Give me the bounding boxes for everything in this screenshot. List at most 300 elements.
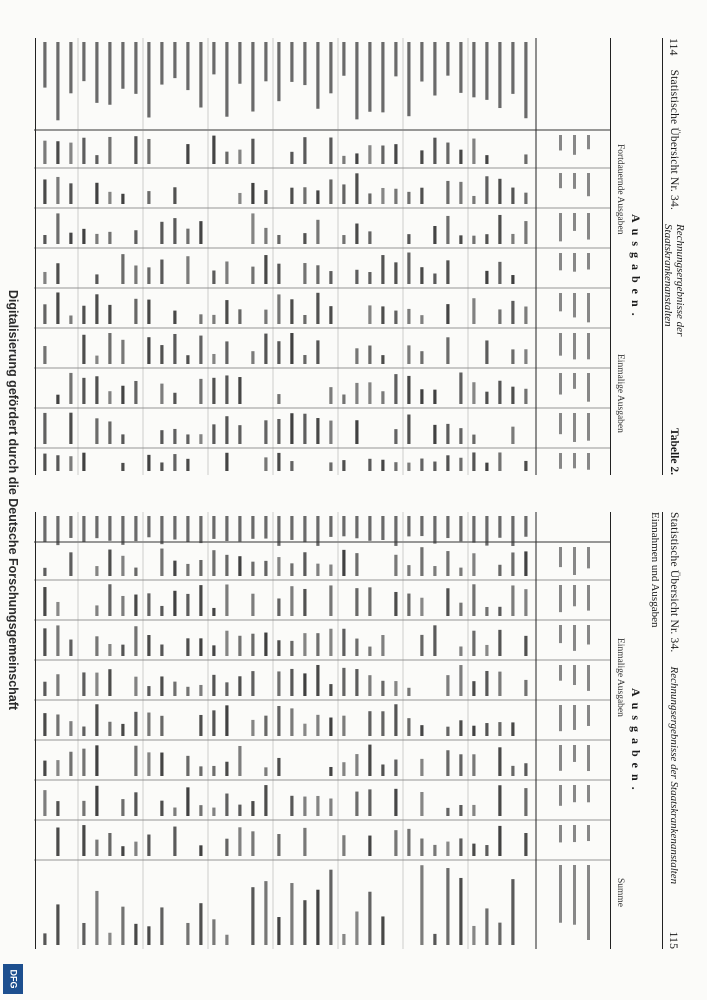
column-header-mark — [559, 547, 562, 567]
figure-mark — [420, 598, 423, 616]
figure-mark — [264, 334, 267, 364]
row-label-mark — [407, 516, 410, 536]
figure-mark — [459, 458, 462, 471]
figure-mark — [160, 549, 163, 576]
figure-mark — [290, 152, 293, 164]
figure-mark — [147, 752, 150, 776]
row-label-mark — [199, 516, 202, 543]
row-label-mark — [329, 42, 332, 93]
figure-mark — [329, 179, 332, 204]
figure-mark — [420, 459, 423, 471]
column-header-mark — [559, 333, 562, 356]
figure-mark — [108, 305, 111, 324]
figure-mark — [303, 589, 306, 616]
figure-mark — [329, 421, 332, 444]
figure-mark — [446, 727, 449, 736]
column-header-mark — [573, 665, 576, 685]
row-label-mark — [355, 42, 358, 119]
figure-mark — [485, 155, 488, 164]
figure-mark — [173, 682, 176, 696]
figure-mark — [459, 603, 462, 616]
column-header-mark — [559, 585, 562, 612]
figure-mark — [277, 917, 280, 945]
figure-mark — [381, 306, 384, 324]
page-number: 114 — [667, 38, 682, 56]
row-label-mark — [433, 516, 436, 544]
row-label-mark — [238, 516, 241, 541]
figure-mark — [407, 414, 410, 444]
figure-mark — [173, 454, 176, 471]
row-label-mark — [108, 42, 111, 105]
figure-mark — [459, 838, 462, 856]
figure-mark — [121, 596, 124, 616]
figure-mark — [277, 264, 280, 284]
figure-mark — [56, 395, 59, 404]
column-header-mark — [587, 547, 590, 568]
figure-mark — [160, 645, 163, 656]
figure-mark — [420, 792, 423, 816]
figure-mark — [212, 424, 215, 444]
figure-mark — [277, 235, 280, 244]
figure-mark — [394, 311, 397, 324]
figure-mark — [147, 635, 150, 656]
row-label-mark — [147, 516, 150, 537]
row-label-mark — [69, 42, 72, 93]
column-header-mark — [573, 585, 576, 606]
figure-mark — [108, 192, 111, 204]
figure-mark — [342, 668, 345, 696]
figure-mark — [121, 846, 124, 856]
figure-mark — [472, 726, 475, 736]
figure-mark — [134, 230, 137, 244]
figure-mark — [472, 382, 475, 404]
column-header-mark — [587, 333, 590, 359]
figure-mark — [95, 636, 98, 656]
figure-mark — [303, 900, 306, 945]
figure-mark — [56, 904, 59, 945]
figure-mark — [238, 827, 241, 856]
figure-mark — [446, 868, 449, 945]
row-label-mark — [290, 516, 293, 540]
figure-mark — [485, 723, 488, 736]
figure-mark — [498, 607, 501, 616]
figure-mark — [212, 378, 215, 404]
figure-mark — [485, 671, 488, 696]
figure-mark — [212, 136, 215, 164]
figure-mark — [212, 354, 215, 364]
row-label-mark — [524, 516, 527, 537]
column-group-heading: Einmalige Ausgaben — [615, 638, 625, 717]
row-label-mark — [277, 42, 280, 101]
column-header-mark — [573, 547, 576, 575]
figure-mark — [368, 647, 371, 656]
figure-mark — [134, 712, 137, 736]
figure-mark — [394, 760, 397, 776]
column-header-mark — [587, 293, 590, 322]
figure-mark — [342, 460, 345, 471]
figure-mark — [82, 138, 85, 164]
figure-mark — [121, 556, 124, 576]
figure-mark — [303, 315, 306, 324]
figure-mark — [160, 430, 163, 444]
figure-mark — [485, 392, 488, 404]
figure-mark — [277, 419, 280, 444]
figure-mark — [381, 188, 384, 204]
figure-mark — [459, 805, 462, 816]
figure-mark — [199, 685, 202, 696]
row-label-mark — [212, 516, 215, 539]
figure-mark — [56, 827, 59, 856]
figure-mark — [368, 231, 371, 244]
figure-mark — [472, 584, 475, 616]
figure-mark — [420, 389, 423, 404]
figure-mark — [498, 179, 501, 204]
figure-mark — [485, 234, 488, 244]
figure-mark — [420, 865, 423, 945]
figure-mark — [199, 845, 202, 856]
figure-mark — [498, 565, 501, 576]
figure-mark — [368, 346, 371, 364]
figure-mark — [134, 677, 137, 696]
page-number: 115 — [667, 931, 682, 949]
figure-mark — [329, 565, 332, 576]
figure-mark — [95, 274, 98, 284]
figure-mark — [498, 309, 501, 324]
figure-mark — [43, 454, 46, 471]
figure-mark — [69, 456, 72, 471]
figure-mark — [251, 213, 254, 244]
figure-mark — [160, 676, 163, 696]
figure-mark — [95, 673, 98, 696]
figure-mark — [290, 708, 293, 736]
figure-mark — [368, 272, 371, 284]
figure-mark — [225, 341, 228, 364]
figure-mark — [459, 568, 462, 576]
figure-mark — [472, 435, 475, 444]
figure-mark — [238, 425, 241, 444]
figure-mark — [316, 665, 319, 696]
column-header-mark — [587, 705, 590, 726]
figure-mark — [446, 260, 449, 284]
figure-mark — [394, 592, 397, 616]
figure-mark — [225, 261, 228, 284]
figure-mark — [95, 376, 98, 404]
figure-mark — [56, 760, 59, 776]
figure-mark — [342, 550, 345, 576]
figure-mark — [355, 153, 358, 164]
row-label-mark — [121, 42, 124, 89]
figure-mark — [394, 189, 397, 204]
figure-mark — [329, 799, 332, 816]
figure-mark — [264, 767, 267, 776]
figure-mark — [290, 586, 293, 616]
figure-mark — [95, 418, 98, 444]
figure-mark — [95, 234, 98, 244]
row-label-mark — [43, 42, 46, 88]
figure-mark — [368, 711, 371, 736]
figure-mark — [316, 190, 319, 204]
row-label-mark — [134, 516, 137, 541]
figure-mark — [160, 753, 163, 776]
figure-mark — [69, 721, 72, 736]
figure-mark — [498, 722, 501, 736]
figure-mark — [225, 453, 228, 471]
column-header-mark — [573, 135, 576, 155]
figure-mark — [329, 306, 332, 324]
figure-mark — [186, 144, 189, 164]
figure-mark — [95, 786, 98, 816]
row-label-mark — [511, 42, 514, 94]
figure-mark — [147, 713, 150, 736]
row-label-mark — [329, 516, 332, 537]
row-label-mark — [342, 516, 345, 536]
figure-mark — [433, 845, 436, 856]
row-label-mark — [160, 42, 163, 85]
figure-mark — [134, 568, 137, 576]
figure-mark — [446, 750, 449, 776]
row-label-mark — [108, 516, 111, 541]
figure-mark — [264, 785, 267, 816]
figure-mark — [446, 216, 449, 244]
figure-mark — [160, 345, 163, 364]
figure-mark — [199, 805, 202, 816]
figure-mark — [82, 825, 85, 856]
column-header-mark — [559, 173, 562, 188]
figure-mark — [121, 799, 124, 816]
figure-mark — [82, 335, 85, 364]
figure-mark — [394, 830, 397, 856]
figure-mark — [264, 716, 267, 736]
figure-mark — [225, 682, 228, 696]
figure-mark — [238, 377, 241, 404]
figure-mark — [199, 336, 202, 364]
column-header-mark — [573, 293, 576, 317]
column-header-mark — [573, 865, 576, 925]
figure-mark — [186, 459, 189, 471]
column-header-mark — [559, 293, 562, 311]
row-label-mark — [472, 516, 475, 543]
figure-mark — [316, 633, 319, 656]
figure-mark — [69, 373, 72, 404]
figure-mark — [355, 588, 358, 616]
figure-mark — [433, 226, 436, 244]
figure-mark — [238, 636, 241, 656]
figure-mark — [459, 665, 462, 696]
series-title: Statistische Übersicht Nr. 34. — [668, 512, 680, 653]
figure-mark — [212, 315, 215, 324]
figure-mark — [498, 262, 501, 284]
figure-mark — [329, 684, 332, 696]
figure-mark — [173, 334, 176, 364]
figure-mark — [303, 355, 306, 364]
figure-mark — [277, 834, 280, 856]
figure-mark — [199, 766, 202, 776]
figure-mark — [433, 462, 436, 471]
figure-mark — [342, 394, 345, 404]
column-header-mark — [587, 585, 590, 611]
figure-mark — [342, 835, 345, 856]
figure-mark — [498, 452, 501, 471]
figure-mark — [160, 222, 163, 244]
column-header-mark — [559, 825, 562, 842]
figure-mark — [264, 633, 267, 656]
figure-mark — [43, 713, 46, 736]
figure-mark — [147, 835, 150, 856]
row-label-mark — [173, 42, 176, 78]
figure-mark — [446, 424, 449, 444]
figure-mark — [472, 681, 475, 696]
table-subtitle: Einnahmen und Ausgaben — [649, 512, 661, 628]
column-header-mark — [559, 213, 562, 241]
row-label-mark — [394, 42, 397, 76]
figure-mark — [95, 155, 98, 164]
column-header-mark — [587, 625, 590, 645]
figure-mark — [498, 215, 501, 244]
figure-mark — [485, 463, 488, 471]
figure-mark — [342, 184, 345, 204]
row-label-mark — [303, 516, 306, 543]
figure-mark — [121, 724, 124, 736]
figure-mark — [394, 789, 397, 816]
figure-mark — [173, 311, 176, 324]
row-label-mark — [56, 42, 59, 120]
figure-mark — [459, 878, 462, 945]
row-label-mark — [433, 42, 436, 96]
figure-mark — [329, 387, 332, 404]
row-label-mark — [199, 42, 202, 108]
column-header-mark — [559, 135, 562, 150]
figure-mark — [121, 386, 124, 404]
figure-mark — [459, 150, 462, 164]
figure-mark — [498, 826, 501, 856]
figure-mark — [56, 674, 59, 696]
row-label-mark — [407, 42, 410, 116]
figure-mark — [433, 566, 436, 576]
figure-mark — [524, 389, 527, 404]
figure-mark — [264, 561, 267, 576]
figure-mark — [186, 564, 189, 576]
figure-mark — [43, 141, 46, 164]
column-header-mark — [587, 665, 590, 691]
figure-mark — [355, 348, 358, 364]
figure-mark — [524, 636, 527, 656]
row-label-mark — [160, 516, 163, 544]
row-label-mark — [511, 516, 514, 546]
figure-mark — [199, 379, 202, 404]
figure-mark — [524, 349, 527, 364]
figure-mark — [121, 645, 124, 656]
figure-mark — [446, 304, 449, 324]
row-label-mark — [459, 42, 462, 93]
column-header-mark — [573, 453, 576, 468]
figure-mark — [459, 754, 462, 776]
figure-mark — [511, 427, 514, 444]
figure-mark — [264, 420, 267, 444]
row-label-mark — [472, 42, 475, 97]
dfg-logo — [3, 964, 23, 994]
figure-mark — [69, 413, 72, 444]
figure-mark — [485, 645, 488, 656]
column-header-mark — [573, 625, 576, 651]
figure-mark — [407, 376, 410, 404]
figure-mark — [147, 686, 150, 696]
figure-mark — [446, 808, 449, 816]
figure-mark — [368, 789, 371, 816]
column-header-mark — [587, 453, 590, 470]
figure-mark — [303, 263, 306, 284]
figure-mark — [251, 801, 254, 816]
figure-mark — [511, 301, 514, 324]
figure-mark — [511, 552, 514, 576]
figure-mark — [108, 137, 111, 164]
figure-mark — [147, 139, 150, 164]
figure-mark — [511, 387, 514, 404]
figure-mark — [498, 630, 501, 656]
figure-mark — [355, 224, 358, 244]
figure-mark — [524, 461, 527, 471]
figure-mark — [290, 413, 293, 444]
figure-mark — [56, 292, 59, 324]
figure-mark — [368, 305, 371, 324]
figure-mark — [485, 845, 488, 856]
column-group-heading: Fortdauernde Ausgaben — [615, 144, 625, 235]
figure-mark — [225, 555, 228, 576]
figure-mark — [511, 275, 514, 284]
figure-mark — [394, 704, 397, 736]
figure-mark — [368, 587, 371, 616]
column-header-mark — [573, 825, 576, 842]
figure-mark — [433, 274, 436, 284]
figure-mark — [511, 349, 514, 364]
figure-mark — [186, 787, 189, 816]
figure-mark — [381, 635, 384, 656]
figure-mark — [459, 182, 462, 204]
figure-mark — [368, 145, 371, 164]
figure-mark — [225, 631, 228, 656]
figure-mark — [225, 794, 228, 816]
figure-mark — [277, 598, 280, 616]
figure-mark — [277, 671, 280, 696]
column-header-mark — [573, 333, 576, 359]
row-label-mark — [316, 516, 319, 546]
figure-mark — [394, 462, 397, 471]
figure-mark — [69, 552, 72, 576]
figure-mark — [355, 420, 358, 444]
figure-mark — [498, 747, 501, 776]
figure-mark — [303, 552, 306, 576]
figure-mark — [381, 764, 384, 776]
figure-mark — [290, 796, 293, 816]
figure-mark — [251, 887, 254, 945]
figure-mark — [316, 418, 319, 444]
figure-mark — [69, 233, 72, 244]
column-header-mark — [573, 253, 576, 272]
column-header-mark — [573, 785, 576, 802]
row-label-mark — [134, 42, 137, 94]
figure-mark — [290, 188, 293, 204]
column-header-mark — [573, 213, 576, 231]
table-label: Tabelle 2. — [668, 428, 680, 475]
figure-mark — [56, 177, 59, 204]
figure-mark — [82, 306, 85, 324]
row-label-mark — [355, 516, 358, 538]
column-header-mark — [587, 253, 590, 270]
row-label-mark — [225, 516, 228, 541]
figure-mark — [303, 797, 306, 816]
figure-mark — [407, 688, 410, 696]
column-header-mark — [587, 135, 590, 149]
figure-mark — [277, 640, 280, 656]
